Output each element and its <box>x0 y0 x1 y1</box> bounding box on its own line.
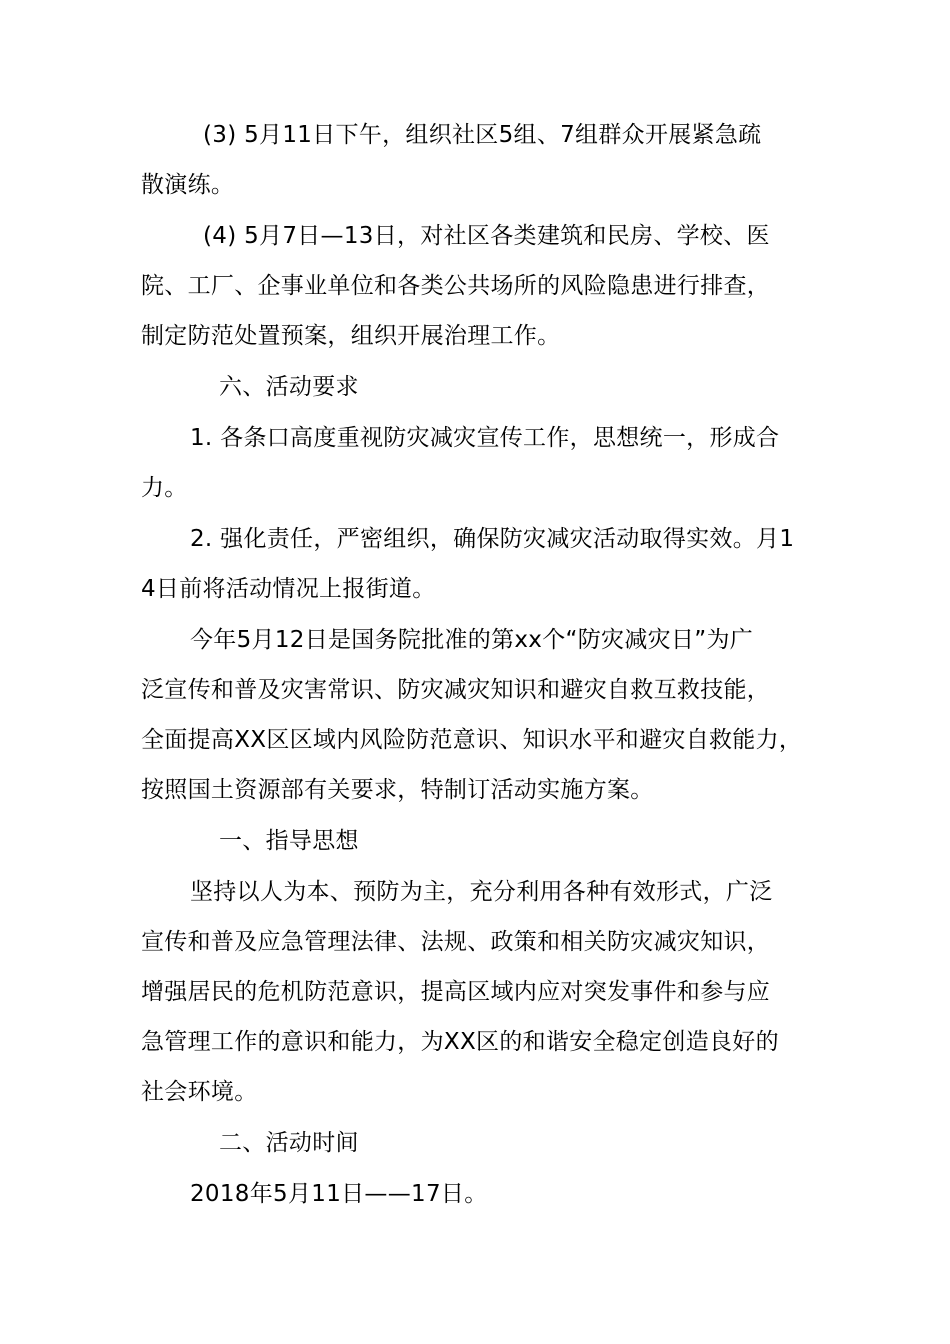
guiding-line-4: 急管理工作的意识和能力，为XX区的和谐安全稳定创造良好的 <box>141 1029 779 1055</box>
item-4-line-3: 制定防范处置预案，组织开展治理工作。 <box>141 323 561 349</box>
section-heading-activity-time: 二、活动时间 <box>219 1130 359 1156</box>
requirement-1-line-1: 1. 各条口高度重视防灾减灾宣传工作，思想统一，形成合 <box>190 425 780 451</box>
requirement-1-line-2: 力。 <box>141 475 188 501</box>
intro-line-4: 按照国土资源部有关要求，特制订活动实施方案。 <box>141 777 654 803</box>
intro-line-2: 泛宣传和普及灾害常识、防灾减灾知识和避灾自救互救技能， <box>141 677 771 703</box>
item-4-line-1: (4) 5月7日—13日，对社区各类建筑和民房、学校、医 <box>203 223 770 249</box>
item-3-line-1: (3) 5月11日下午，组织社区5组、7组群众开展紧急疏 <box>203 122 762 148</box>
guiding-line-3: 增强居民的危机防范意识，提高区域内应对突发事件和参与应 <box>141 979 771 1005</box>
intro-line-1: 今年5月12日是国务院批准的第xx个“防灾减灾日”为广 <box>190 627 754 653</box>
guiding-line-5: 社会环境。 <box>141 1079 258 1105</box>
guiding-line-1: 坚持以人为本、预防为主，充分利用各种有效形式，广泛 <box>190 879 773 905</box>
item-4-line-2: 院、工厂、企事业单位和各类公共场所的风险隐患进行排查， <box>141 273 771 299</box>
section-heading-guiding-thought: 一、指导思想 <box>219 828 359 854</box>
guiding-line-2: 宣传和普及应急管理法律、法规、政策和相关防灾减灾知识， <box>141 929 771 955</box>
item-3-line-2: 散演练。 <box>141 172 235 198</box>
requirement-2-line-2: 4日前将活动情况上报街道。 <box>141 576 436 602</box>
requirement-2-line-1: 2. 强化责任，严密组织，确保防灾减灾活动取得实效。月1 <box>190 526 795 552</box>
intro-line-3: 全面提高XX区区域内风险防范意识、知识水平和避灾自救能力， <box>141 727 803 753</box>
section-heading-requirements: 六、活动要求 <box>219 374 359 400</box>
activity-time-line: 2018年5月11日——17日。 <box>190 1181 488 1207</box>
